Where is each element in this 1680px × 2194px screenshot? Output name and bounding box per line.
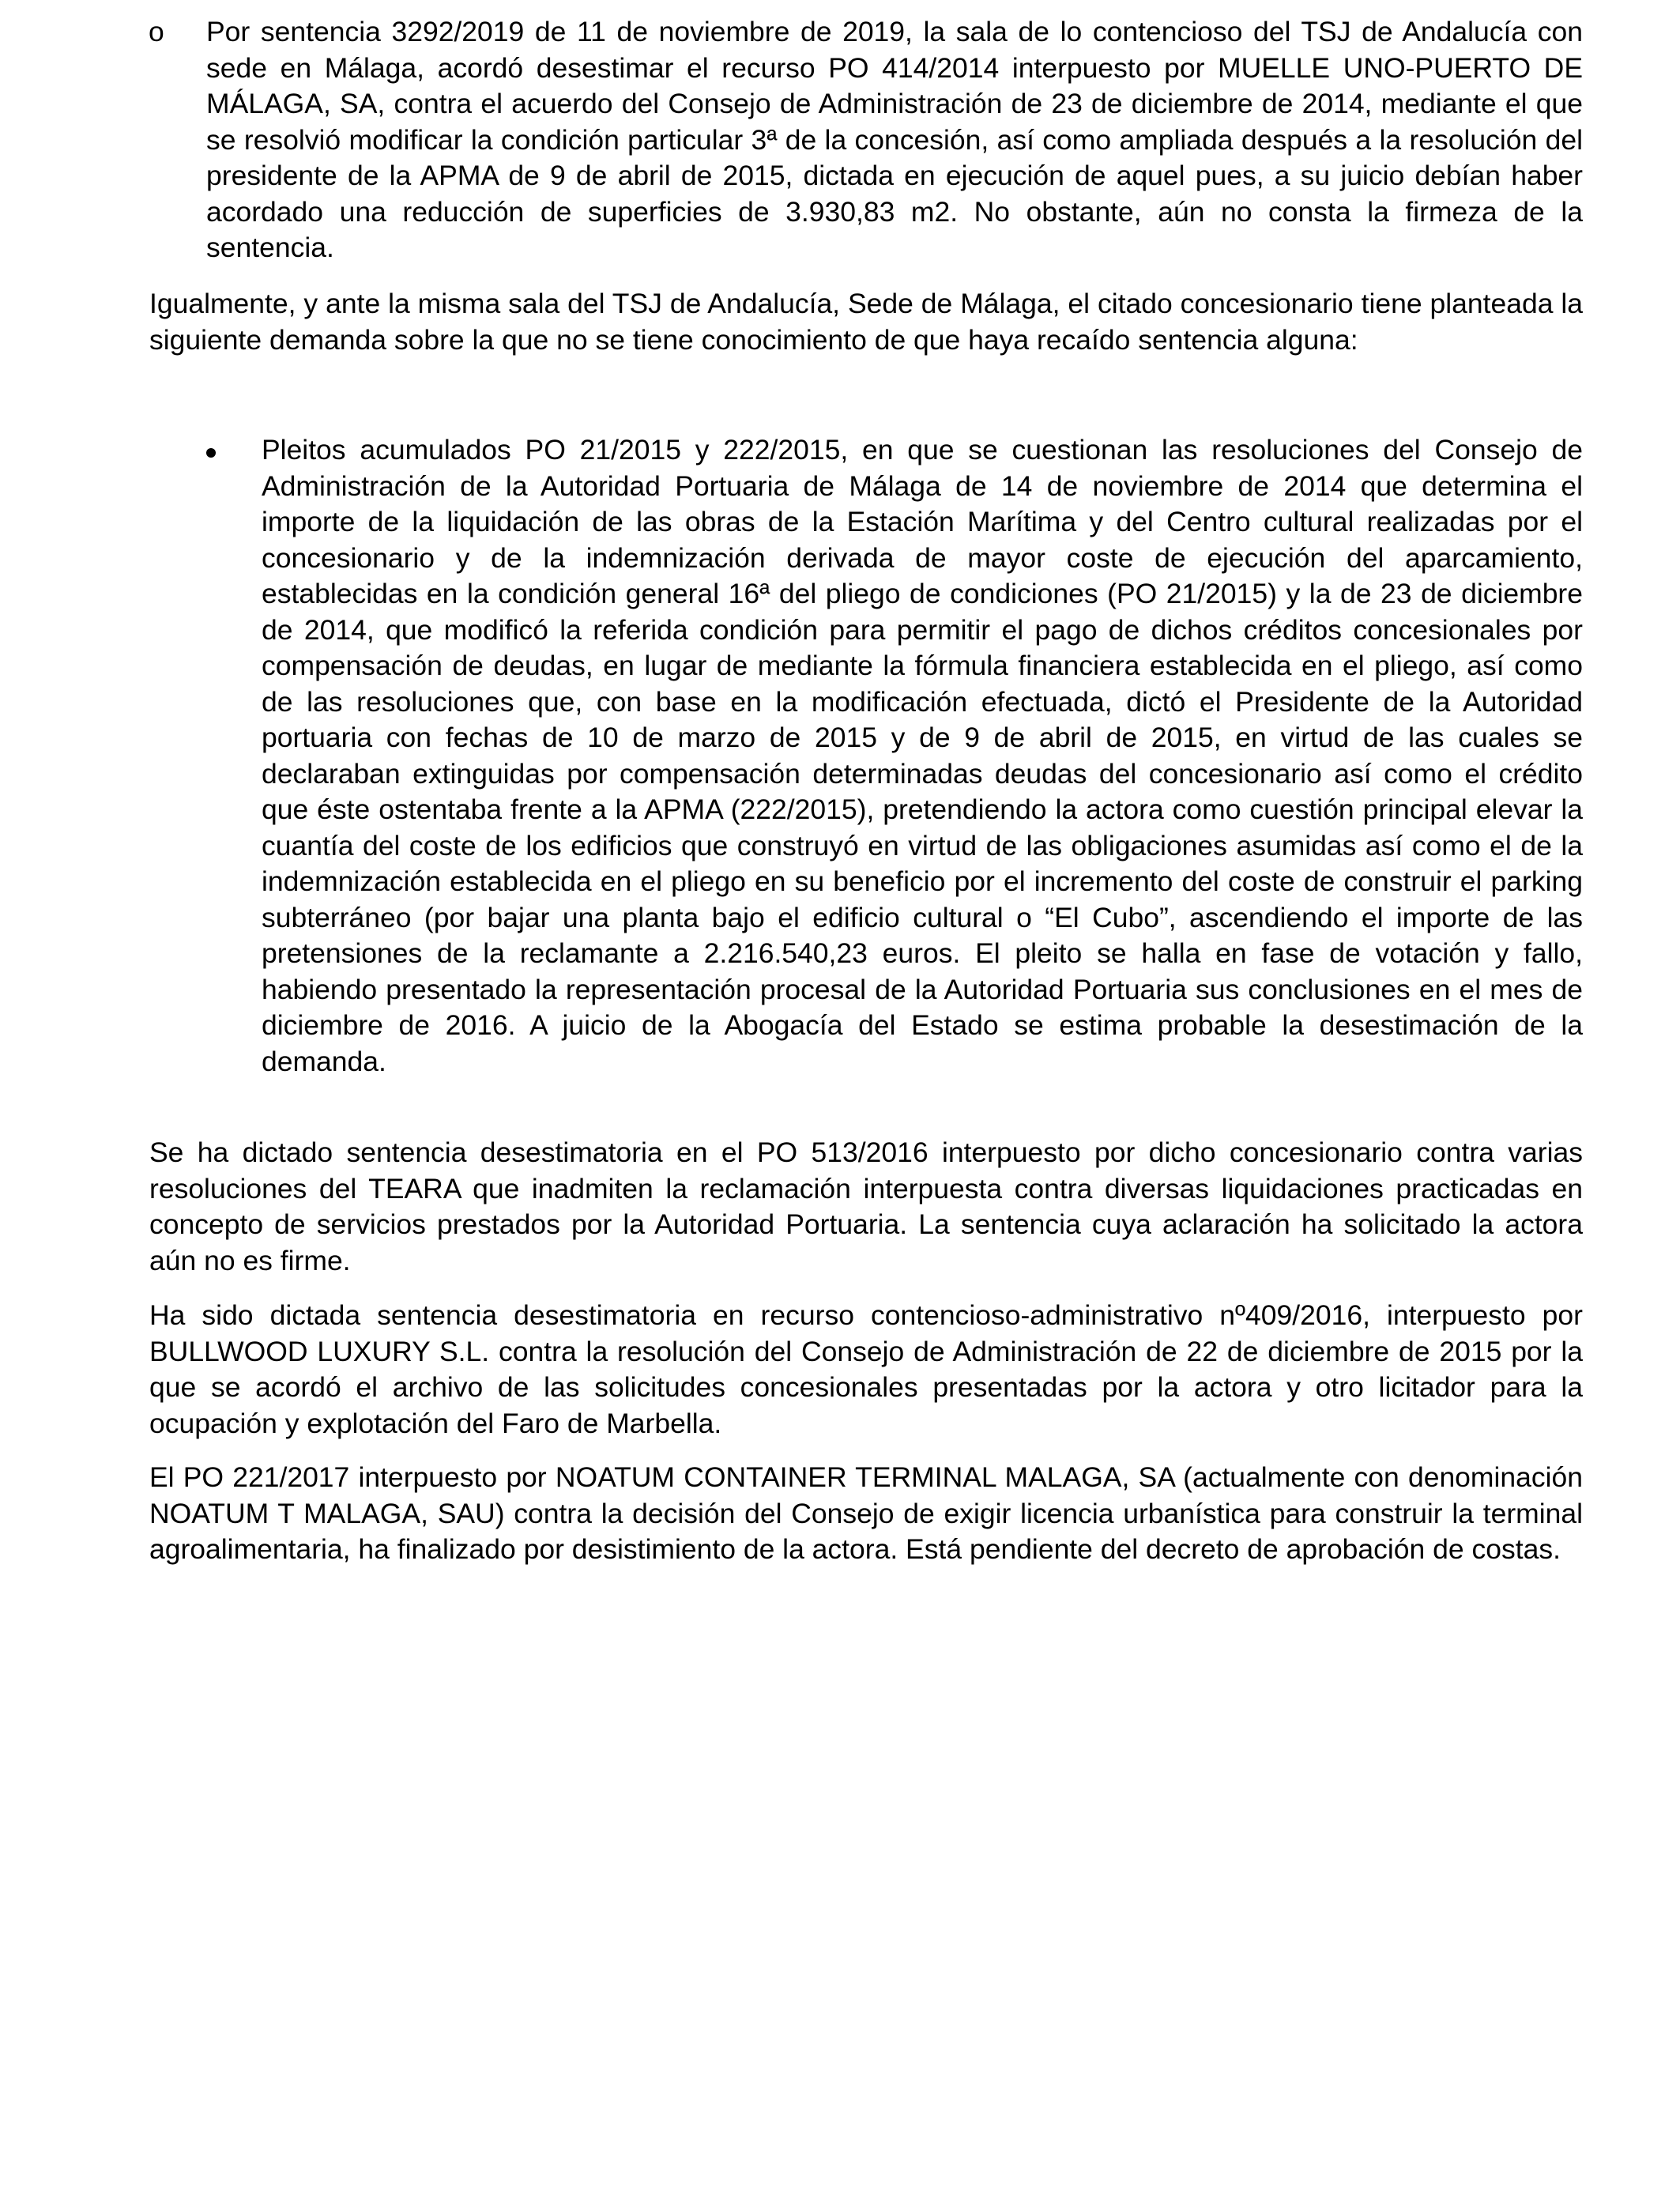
sentence-po-513-paragraph: Se ha dictado sentencia desestimatoria en el PO 513/2016 interpuesto por dicho concesionario contra varias resoluciones del TEARA que inadmiten la reclamación interpuesta contra diversas liquidaciones practicadas en concepto de servicios prestados por la Autoridad Portuaria. La sentencia cuya aclaración ha solicitado la actora aún no es firme. bbox=[149, 1137, 1583, 1276]
po-221-paragraph: El PO 221/2017 interpuesto por NOATUM CONTAINER TERMINAL MALAGA, SA (actualmente con denominación NOATUM T MALAGA, SAU) contra la decisión del Consejo de exigir licencia urbanística para construir la terminal agroalimentaria, ha finalizado por desistimiento de la actora. Está pendiente del decreto de aprobación de costas. bbox=[149, 1461, 1583, 1565]
bullet-item-paragraph: Pleitos acumulados PO 21/2015 y 222/2015, en que se cuestionan las resoluciones del Consejo de Administración de la Autoridad Portuaria de Málaga de 14 de noviembre de 2014 que determina el importe de la liquidación de las obras de la Estación Marítima y del Centro cultural realizadas por el concesionario y de la indemnización derivada de mayor coste de ejecución del aparcamiento, establecidas en la condición general 16ª del pliego de condiciones (PO 21/2015) y la de 23 de diciembre de 2014, que modificó la referida condición para permitir el pago de dichos créditos concesionales por compensación de deudas, en lugar de mediante la fórmula financiera establecida en el pliego, así como de las resoluciones que, con base en la modificación efectuada, dictó el Presidente de la Autoridad portuaria con fechas de 10 de marzo de 2015 y de 9 de abril de 2015, en virtud de las cuales se declaraban extinguidas por compensación determinadas deudas del concesionario así como el crédito que éste ostentaba frente a la APMA (222/2015), pretendiendo la actora como cuestión principal elevar la cuantía del coste de los edificios que construyó en virtud de las obligaciones asumidas así como el de la indemnización establecida en el pliego en su beneficio por el incremento del coste de construir el parking subterráneo (por bajar una planta bajo el edificio cultural o “El Cubo”, ascendiendo el importe de las pretensiones de la reclamante a 2.216.540,23 euros. El pleito se halla en fase de votación y fallo, habiendo presentado la representación procesal de la Autoridad Portuaria sus conclusiones en el mes de diciembre de 2016. A juicio de la Abogacía del Estado se estima probable la desestimación de la demanda. bbox=[262, 434, 1583, 1077]
sentence-409-paragraph: Ha sido dictada sentencia desestimatoria en recurso contencioso-administrativo nº409/2016, interpuesto por BULLWOOD LUXURY S.L. contra la resolución del Consejo de Administración de 22 de diciembre de 2015 por la que se acordó el archivo de las solicitudes concesionales presentadas por la actora y otro licitador para la ocupación y explotación del Faro de Marbella. bbox=[149, 1299, 1583, 1439]
sub-item-marker: o bbox=[149, 16, 164, 47]
bullet-icon bbox=[206, 448, 216, 458]
intro-paragraph: Igualmente, y ante la misma sala del TSJ de Andalucía, Sede de Málaga, el citado concesionario tiene planteada la siguiente demanda sobre la que no se tiene conocimiento de que haya recaído sentencia alguna: bbox=[149, 288, 1583, 356]
sub-item-paragraph: Por sentencia 3292/2019 de 11 de noviembre de 2019, la sala de lo contencioso del TSJ de Andalucía con sede en Málaga, acordó desestimar el recurso PO 414/2014 interpuesto por MUELLE UNO-PUERTO DE MÁLAGA, SA, contra el acuerdo del Consejo de Administración de 23 de diciembre de 2014, mediante el que se resolvió modificar la condición particular 3ª de la concesión, así como ampliada después a la resolución del presidente de la APMA de 9 de abril de 2015, dictada en ejecución de aquel pues, a su juicio debían haber acordado una reducción de superficies de 3.930,83 m2. No obstante, aún no consta la firmeza de la sentencia. bbox=[206, 16, 1583, 263]
